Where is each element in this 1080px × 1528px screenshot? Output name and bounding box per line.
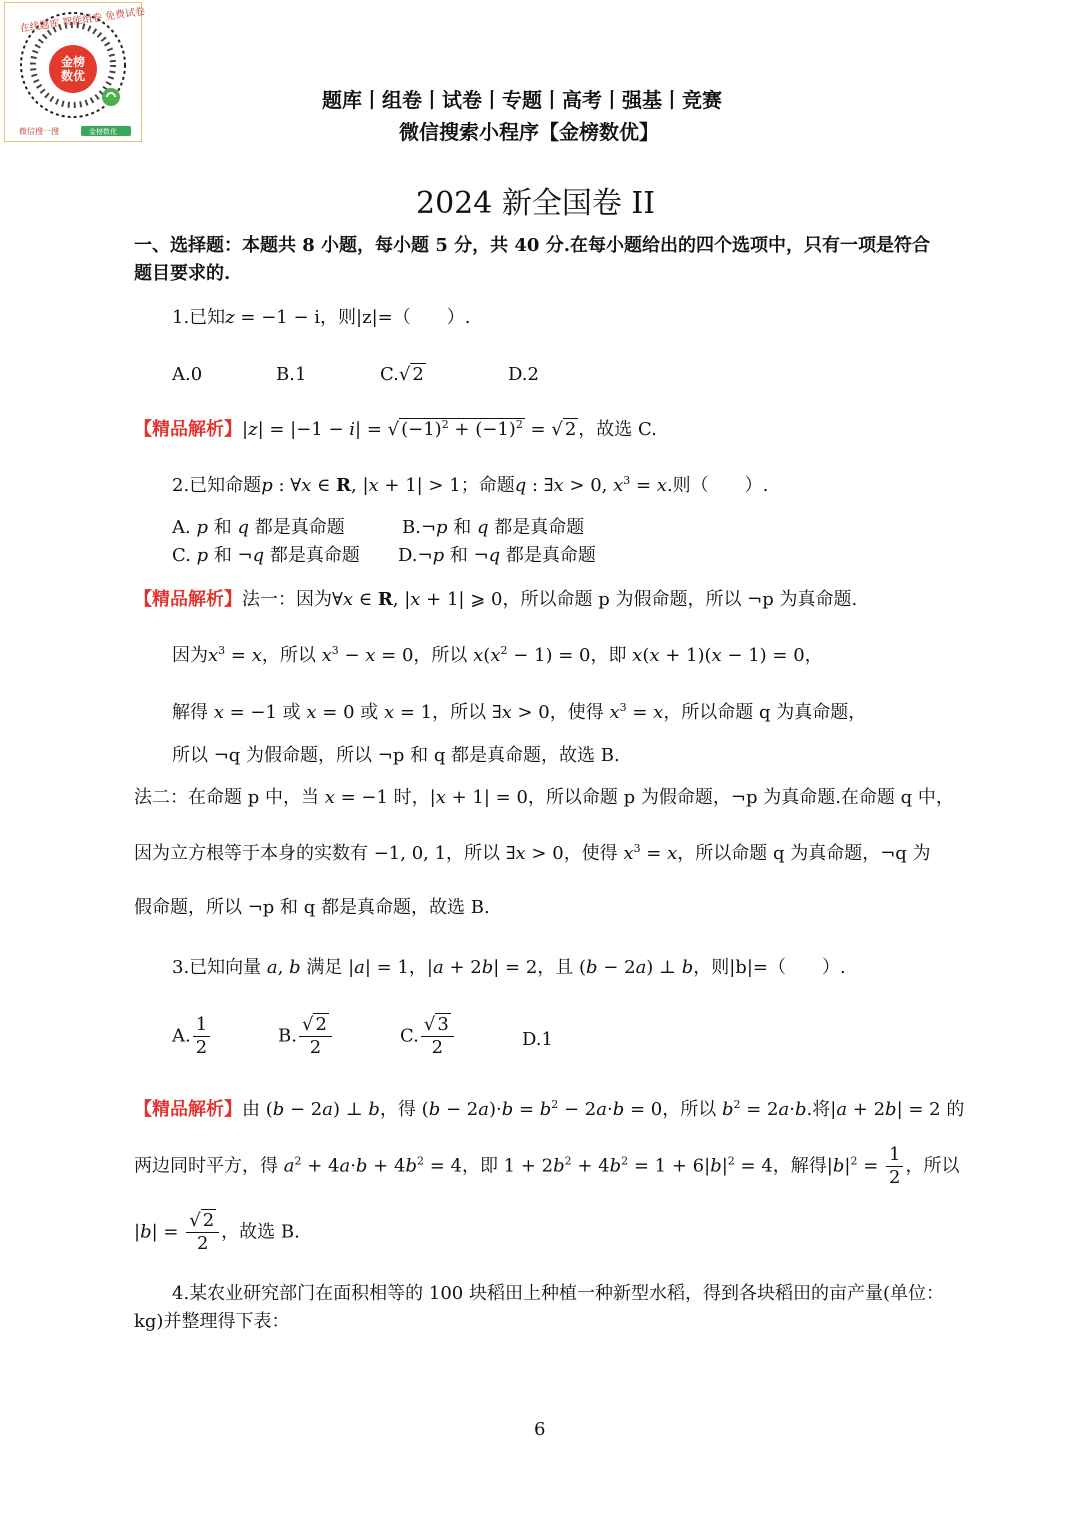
q3-solution-2: 两边同时平方，得 $a^2 + 4a\cdot b + 4b^2 = 4$，即 $1 + 2b^2 + 4b^2 = 1 + 6|b|^2 = 4$，解得$|b|^2$ = $\frac{1}{2}$ ，所以 (134, 1144, 960, 1188)
q2-option-c: C. p 和 ¬q 都是真命题 (172, 545, 360, 566)
sub-line: 微信搜索小程序【金榜数优】 (399, 120, 659, 144)
q3-option-a: A. $\frac{1}{2}$ (172, 1014, 212, 1059)
badge-center-text-2: 数优 (61, 69, 86, 83)
q1-option-c: C.√ 2 (380, 364, 424, 385)
q3-option-d: D.1 (522, 1029, 553, 1050)
q2-solution-1: 【精品解析】法一：因为∀x ∈ R, |x + 1| ⩾ 0，所以命题 p 为假命题，所以 ¬p 为真命题. (134, 589, 858, 610)
section-heading-2: 题目要求的. (134, 263, 231, 284)
q3-stem: 3.已知向量 a, b 满足 |a| = 1，|a + 2b| = 2，且 (b − 2a) ⊥ b，则|b|=（ ）. (172, 957, 846, 978)
q1-option-d: D.2 (508, 364, 539, 385)
q1-option-b: B.1 (276, 364, 307, 385)
q4-stem: 4.某农业研究部门在面积相等的 100 块稻田上种植一种新型水稻，得到各块稻田的亩产量(单位： (172, 1283, 944, 1304)
q2-stem: 2.已知命题p : ∀x ∈ R, |x + 1| > 1；命题q : ∃x > 0, $x^3 = x$.则（ ）. (172, 474, 769, 496)
badge-top-text: 在线题库 智能组卷 免费试卷 (19, 6, 146, 35)
q4-stem-2: kg)并整理得下表： (134, 1311, 290, 1332)
q2-method2-1: 法二：在命题 p 中，当 x = −1 时，|x + 1| = 0，所以命题 p 为假命题，¬p 为真命题.在命题 q 中， (134, 787, 954, 808)
q3-solution-1: 【精品解析】由 (b − 2a) ⊥ b，得 $(b - 2a)\cdot b = b^2 - 2a\cdot b = 0$，所以 $b^2 = 2a\cdot b$.将|a + 2b| = 2 的 (134, 1098, 965, 1120)
section-heading: 一、选择题：本题共 8 小题，每小题 5 分，共 40 分.在每小题给出的四个选项中，只有一项是符合 (134, 235, 930, 256)
q3-option-c: C. $\frac{√ 3}{2}$ (400, 1014, 456, 1059)
q2-option-d: D.¬p 和 ¬q 都是真命题 (398, 545, 596, 566)
q2-method2-2: 因为立方根等于本身的实数有 −1, 0, 1，所以 ∃x > 0，使得 $x^3 = x$，所以命题 q 为真命题，¬q 为 (134, 842, 931, 864)
badge-footer-left: 微信搜一搜 (19, 127, 59, 136)
nav-line: 题库丨组卷丨试卷丨专题丨高考丨强基丨竞赛 (322, 88, 722, 112)
q1-solution: 【精品解析】|z| = |−1 − i| = √ $(-1)^2 + (-1)^2$ = √ 2 ，故选 C. (134, 418, 657, 440)
q2-method2-3: 假命题，所以 ¬p 和 q 都是真命题，故选 B. (134, 897, 490, 918)
badge-center-text: 金榜 (61, 55, 86, 69)
q3-option-b: B. $\frac{√ 2}{2}$ (278, 1014, 334, 1059)
q1-stem: 1.已知z = −1 − i，则|z|=（ ）. (172, 307, 471, 328)
q2-option-a: A. p 和 q 都是真命题 (172, 517, 345, 538)
page-title: 2024 新全国卷 II (416, 186, 656, 221)
badge-footer-right: 金榜数优 (89, 128, 117, 136)
q2-solution-3: 解得 x = −1 或 x = 0 或 x = 1，所以 ∃x > 0，使得 $x^3 = x$，所以命题 q 为真命题， (172, 701, 867, 723)
solution-tag: 【精品解析】 (134, 419, 242, 440)
q2-solution-2: 因为$x^3 = x$，所以 $x^3 - x = 0$，所以 $x(x^2 - 1) = 0$，即 x(x + 1)(x − 1) = 0， (172, 644, 823, 666)
page-number: 6 (534, 1419, 546, 1440)
q2-option-b: B.¬p 和 q 都是真命题 (402, 517, 585, 538)
qr-code-badge (4, 2, 146, 142)
q2-solution-4: 所以 ¬q 为假命题，所以 ¬p 和 q 都是真命题，故选 B. (172, 745, 620, 766)
q3-solution-3: |b| = $\frac{√ 2}{2}$ ，故选 B. (134, 1210, 300, 1254)
q1-option-a: A.0 (172, 364, 203, 385)
